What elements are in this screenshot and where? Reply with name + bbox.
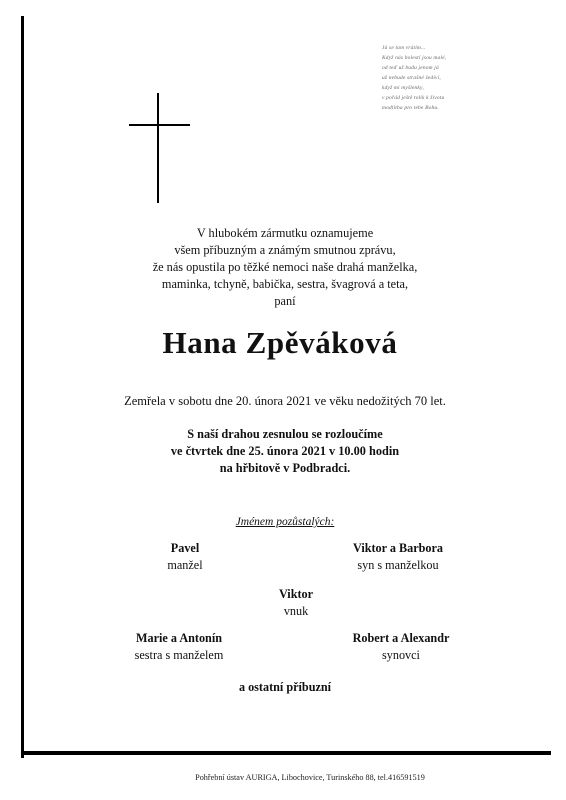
intro-line: V hlubokém zármutku oznamujeme [196,226,374,240]
poem [382,43,512,113]
funeral-line: ve čtvrtek dne 25. února 2021 v 10.00 hodin [170,444,400,458]
mourners-title: Jménem pozůstalých: [235,516,335,528]
poem-line: modlitba pro tebe Bohu. [382,105,439,111]
intro-line: maminka, tchyně, babička, sestra, švagrová a teta, [161,277,409,291]
funeral-info [110,426,460,477]
other-relatives: a ostatní příbuzní [238,680,332,694]
intro-line: paní [274,294,296,308]
funeral-line: S naší drahou zesnulou se rozloučíme [187,427,383,441]
mourner-name: Robert a Alexandr [352,631,450,645]
poem-line: Já se tam vrátím... [382,45,426,51]
death-notice: Zemřela v sobotu dne 20. února 2021 ve věku nedožitých 70 let. [124,394,446,408]
mourner [313,540,483,574]
mourner-relation: vnuk [283,604,309,618]
mourner [100,540,270,574]
intro-line: všem příbuzným a známým smutnou zprávu, [174,243,396,257]
mourner-name: Marie a Antonín [136,631,222,645]
mourner-relation: sestra s manželem [134,648,224,662]
deceased-name: Hana Zpěváková [162,325,398,360]
cross-horizontal-bar [129,124,190,126]
intro-line: že nás opustila po těžké nemoci naše drahá manželka, [152,260,418,274]
poem-line: v pořád ještě tolik k životu [382,95,445,101]
mourning-border-left [21,16,24,758]
poem-line: Když nás bolestí jsou malé, [382,55,447,61]
poem-line: už nebude strašné šediví, [382,75,441,81]
funeral-home-footer: Pohřební ústav AURIGA, Libochovice, Turinského 88, tel.416591519 [195,773,425,782]
poem-line: od teď už budu jenom já [382,65,439,71]
mourner-name: Viktor a Barbora [352,541,444,555]
mourner-relation: manžel [167,558,203,572]
mourner [316,630,486,664]
funeral-line: na hřbitově v Podbradci. [219,461,351,475]
announcement-intro [140,225,430,310]
mourner-relation: synovci [382,648,420,662]
mourner [94,630,264,664]
mourner-name: Viktor [278,587,314,601]
mourner-name: Pavel [170,541,200,555]
mourning-border-bottom [21,751,551,755]
mourner-relation: syn s manželkou [357,558,439,572]
mourner [211,586,381,620]
cross-vertical-bar [157,93,159,203]
poem-line: když mi myšlenky, [382,85,424,91]
